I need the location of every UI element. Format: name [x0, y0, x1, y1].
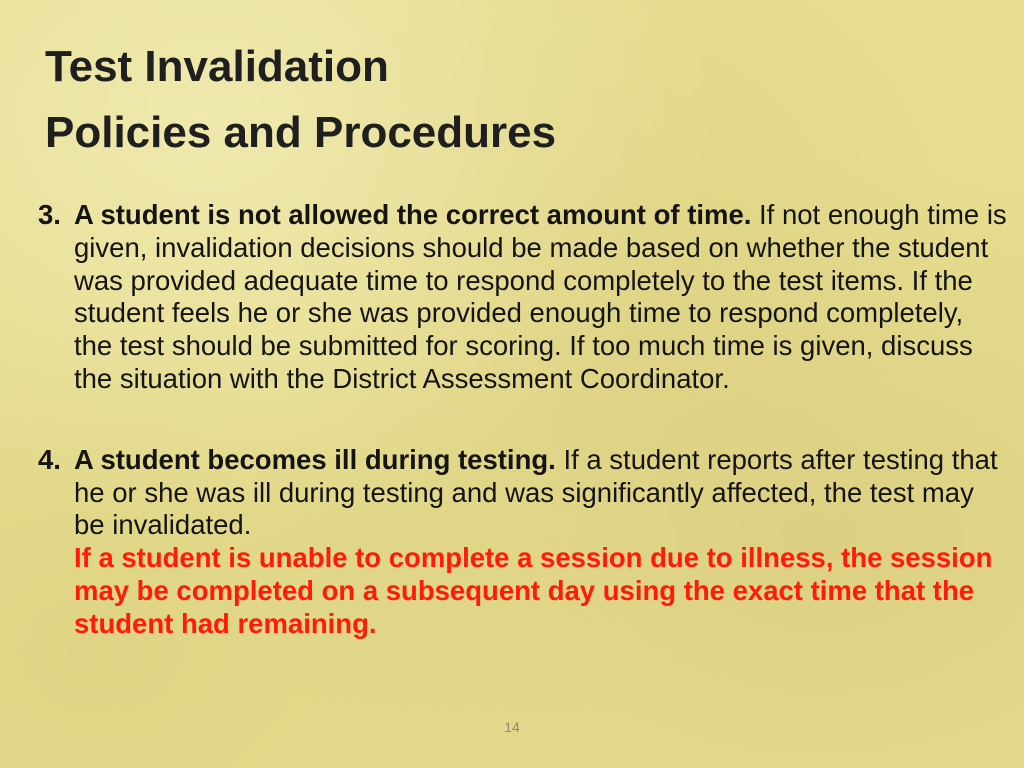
slide-title: [45, 34, 945, 166]
item-lead: A student becomes ill during testing.: [74, 443, 564, 475]
item-number: 4.: [38, 443, 61, 475]
item-lead: A student is not allowed the correct amount of time.: [74, 199, 760, 230]
numbered-list: [38, 199, 1008, 641]
list-item-4: [38, 444, 1008, 641]
list-item-3: [38, 199, 1008, 396]
item-text: If a student reports after testing that he or she was ill during testing and was significantly affected, the test may be invalidated.: [74, 443, 998, 541]
item-highlight-note: If a student is unable to complete a session due to illness, the session may be completed on a subsequent day using the exact time that the student had remaining.: [74, 542, 993, 639]
page-number: 14: [504, 719, 520, 735]
slide-title-line-2: Policies and Procedures: [45, 108, 557, 157]
slide-title-line-1: Test Invalidation: [45, 42, 389, 91]
item-number: 3.: [38, 199, 61, 230]
item-text: If not enough time is given, invalidation decisions should be made based on whether the student was provided adequate time to respond completely to the test items. If the student feels he or she was provided enough time to respond completely, the test should be submitted for scoring. If too much time is given, discuss the situation with the District Assessment Coordinator.: [74, 199, 1007, 394]
